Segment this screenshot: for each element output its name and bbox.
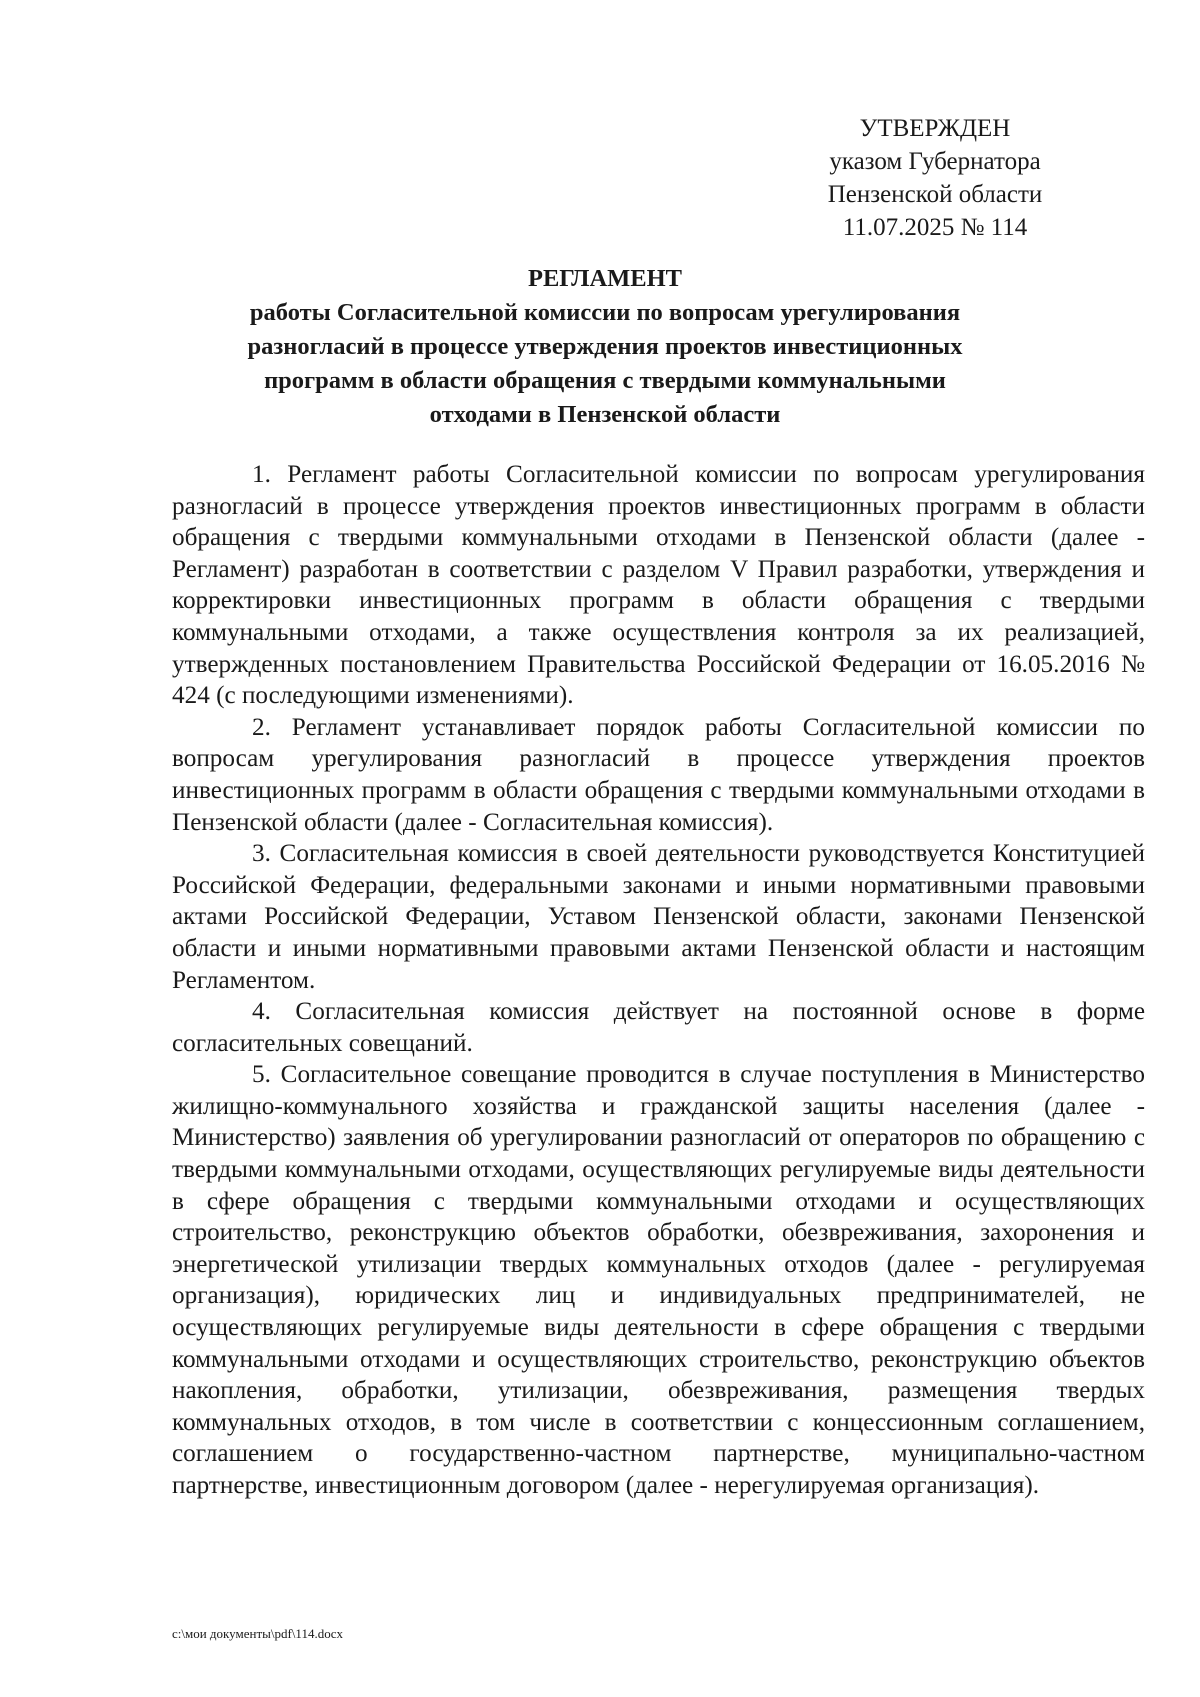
approval-authority: указом Губернатора bbox=[829, 148, 1041, 175]
paragraph-1: 1. Регламент работы Согласительной комиссии по вопросам урегулирования разногласий в процессе утверждения проектов инвестиционных программ в области обращения с твердыми коммунальными отходами в Пензенской области (далее - Регламент) разработан в соответствии с разделом V Правил разработки, утверждения и корректировки инвестиционных программ в области обращения с твердыми коммунальными отходами, а также осуществления контроля за их реализацией, утвержденных постановлением Правительства Российской Федерации от 16.05.2016 № 424 (с последующими изменениями). bbox=[172, 461, 1145, 710]
title-line-1: работы Согласительной комиссии по вопросам урегулирования bbox=[249, 299, 961, 326]
document-body bbox=[172, 459, 1145, 1502]
paragraph-2: 2. Регламент устанавливает порядок работы Согласительной комиссии по вопросам урегулирования разногласий в процессе утверждения проектов инвестиционных программ в области обращения с твердыми коммунальными отходами в Пензенской области (далее - Согласительная комиссия). bbox=[172, 713, 1145, 836]
paragraph-3: 3. Согласительная комиссия в своей деятельности руководствуется Конституцией Российской Федерации, федеральными законами и иными нормативными правовыми актами Российской Федерации, Уставом Пензенской области, законами Пензенской области и иными нормативными правовыми актами Пензенской области и настоящим Регламентом. bbox=[172, 840, 1145, 994]
paragraph-4: 4. Согласительная комиссия действует на постоянной основе в форме согласительных совещаний. bbox=[172, 998, 1145, 1057]
file-path-footer: c:\мои документы\pdf\114.docx bbox=[172, 1626, 343, 1641]
approval-status: УТВЕРЖДЕН bbox=[859, 115, 1011, 142]
title-line-2: разногласий в процессе утверждения проектов инвестиционных bbox=[247, 333, 963, 360]
document-title bbox=[170, 262, 1040, 432]
title-heading: РЕГЛАМЕНТ bbox=[527, 265, 682, 292]
paragraph-5: 5. Согласительное совещание проводится в случае поступления в Министерство жилищно-коммунального хозяйства и гражданской защиты населения (далее - Министерство) заявления об урегулировании разногласий от операторов по обращению с твердыми коммунальными отходами, осуществляющих регулируемые виды деятельности в сфере обращения с твердыми коммунальными отходами и осуществляющих строительство, реконструкцию объектов обработки, обезвреживания, захоронения и энергетической утилизации твердых коммунальных отходов (далее - регулируемая организация), юридических лиц и индивидуальных предпринимателей, не осуществляющих регулируемые виды деятельности в сфере обращения с твердыми коммунальными отходами и осуществляющих строительство, реконструкцию объектов накопления, обработки, утилизации, обезвреживания, размещения твердых коммунальных отходов, в том числе в соответствии с концессионным соглашением, соглашением о государственно-частном партнерстве, муниципально-частном партнерстве, инвестиционным договором (далее - нерегулируемая организация). bbox=[172, 1061, 1145, 1499]
approval-region: Пензенской области bbox=[827, 181, 1043, 208]
title-line-3: программ в области обращения с твердыми коммунальными bbox=[264, 367, 946, 394]
approval-stamp bbox=[790, 112, 1080, 244]
approval-date-number: 11.07.2025 № 114 bbox=[842, 214, 1028, 241]
title-line-4: отходами в Пензенской области bbox=[429, 401, 781, 428]
